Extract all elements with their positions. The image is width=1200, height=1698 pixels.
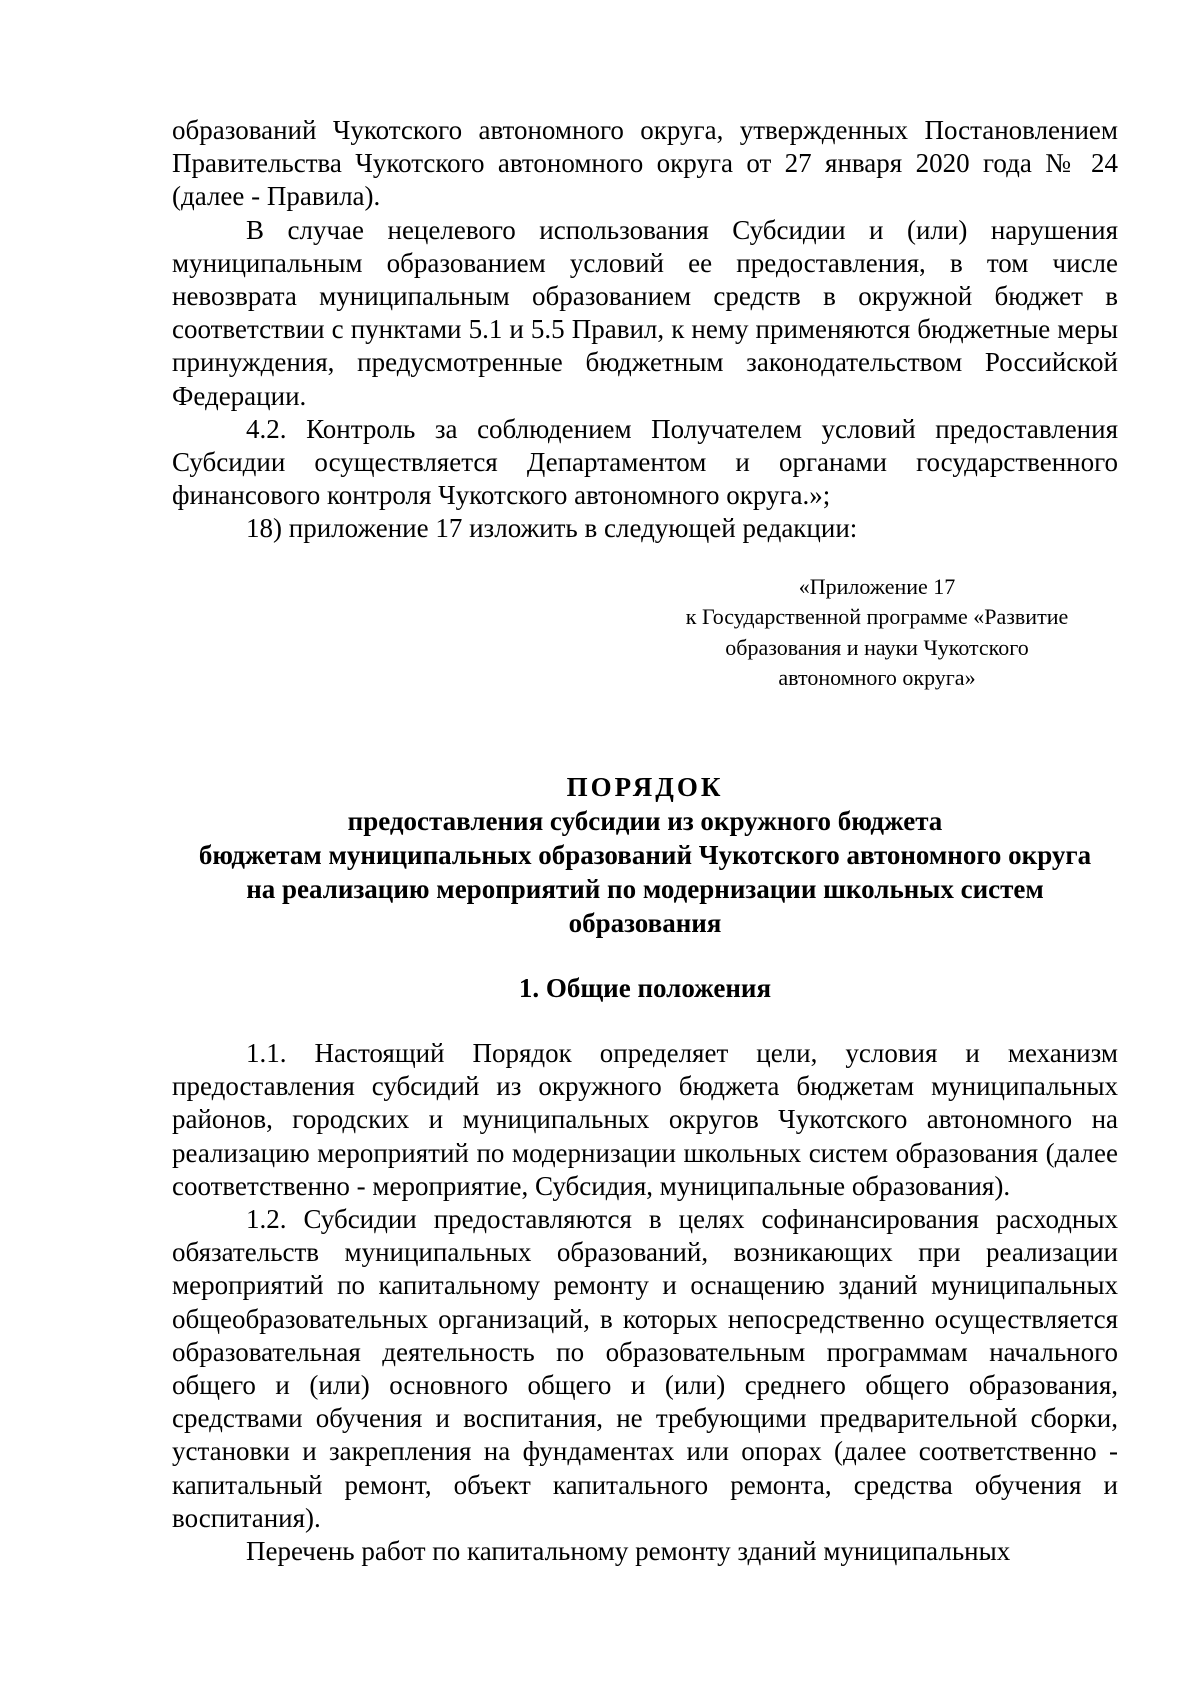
paragraph-works-list: Перечень работ по капитальному ремонту зданий муниципальных — [246, 1536, 1011, 1567]
document-subtitle-line: образования — [568, 908, 722, 939]
paragraph-1-1: 1.1. Настоящий Порядок определяет цели, условия и механизм предоставления субсидий из окружного бюджета бюджетам муниципальных районов, городских и муниципальных округов Чукотского автономного на реализацию мероприятий по модернизации школьных систем образования (далее соответственно - мероприятие, Субсидия, муниципальные образования). — [172, 1038, 1118, 1201]
paragraph-misuse-measures: В случае нецелевого использования Субсидии и (или) нарушения муниципальным образованием условий ее предоставления, в том числе невозврата муниципальным образованием средств в окружной бюджет в соответствии с пунктами 5.1 и 5.5 Правил, к нему применяются бюджетные меры принуждения, предусмотренные бюджетным законодательством Российской Федерации. — [172, 214, 1118, 411]
section-heading-general: 1. Общие положения — [518, 973, 772, 1004]
appendix-line: автономного округа» — [778, 665, 976, 691]
appendix-line: образования и науки Чукотского — [725, 634, 1029, 660]
appendix-line: к Государственной программе «Развитие — [685, 604, 1069, 630]
document-subtitle-line: предоставления субсидии из окружного бюджета — [347, 806, 943, 837]
document-subtitle-line: на реализацию мероприятий по модернизации школьных систем — [246, 874, 1044, 905]
document-title: ПОРЯДОК — [566, 772, 724, 803]
paragraph-rules-reference: образований Чукотского автономного округа, утвержденных Постановлением Правительства Чукотского автономного округа от 27 января 2020 года № 24 (далее - Правила). — [172, 115, 1118, 212]
appendix-header — [636, 572, 1118, 694]
appendix-line: «Приложение 17 — [798, 573, 956, 599]
paragraph-1-2: 1.2. Субсидии предоставляются в целях софинансирования расходных обязательств муниципальных образований, возникающих при реализации мероприятий по капитальному ремонту и оснащению зданий муниципальных общеобразовательных организаций, в которых непосредственно осуществляется образовательная деятельность по образовательным программам начального общего и (или) основного общего и (или) среднего общего образования, средствами обучения и воспитания, не требующими предварительной сборки, установки и закрепления на фундаментах или опорах (далее соответственно - капитальный ремонт, объект капитального ремонта, средства обучения и воспитания). — [172, 1204, 1118, 1533]
paragraph-control-4-2: 4.2. Контроль за соблюдением Получателем условий предоставления Субсидии осуществляется Департаментом и органами государственного финансового контроля Чукотского автономного округа.»; — [172, 413, 1118, 511]
paragraph-item-18: 18) приложение 17 изложить в следующей редакции: — [246, 513, 858, 544]
document-subtitle-line: бюджетам муниципальных образований Чукотского автономного округа — [198, 840, 1092, 871]
document-page — [172, 114, 1118, 1568]
